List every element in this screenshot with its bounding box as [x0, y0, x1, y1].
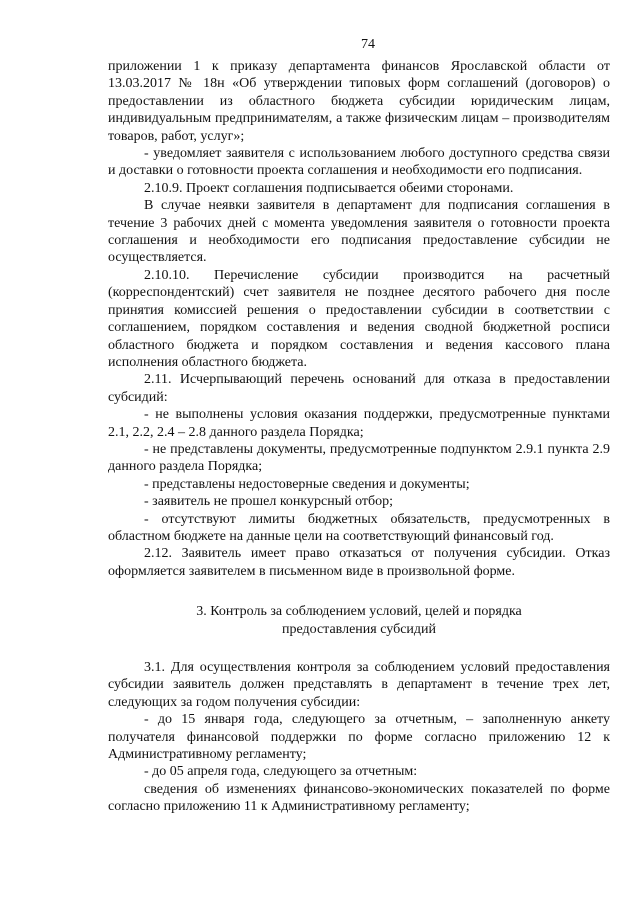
paragraphs-top — [108, 58, 610, 580]
paragraph: сведения об изменениях финансово-экономических показателей по форме согласно приложению 11 к Административному регламенту; — [108, 781, 610, 815]
paragraph: 3.1. Для осуществления контроля за соблюдением условий предоставления субсидии заявитель должен представлять в департамент в течение трех лет, следующих за годом получения субсидии: — [108, 660, 610, 710]
paragraphs-bottom — [108, 659, 610, 816]
paragraph: 2.12. Заявитель имеет право отказаться от получения субсидии. Отказ оформляется заявителем в письменном виде в произвольной форме. — [108, 546, 610, 579]
section-heading-line: предоставления субсидий — [281, 621, 437, 637]
paragraph: 2.11. Исчерпывающий перечень оснований для отказа в предоставлении субсидий: — [108, 372, 610, 405]
paragraph: В случае неявки заявителя в департамент для подписания соглашения в течение 3 рабочих дней с момента уведомления заявителя о готовности проекта соглашения и необходимости его подписания предоставление субсидии не осуществляется. — [108, 198, 610, 266]
paragraph: - представлены недостоверные сведения и документы; — [144, 476, 470, 492]
section-heading-line: 3. Контроль за соблюдением условий, целей и порядка — [196, 604, 522, 620]
paragraph: 2.10.10. Перечисление субсидии производится на расчетный (корреспондентский) счет заявителя не позднее десятого рабочего дня после принятия комиссией решения о предоставлении субсидии в соответствии с соглашением, порядком составления и ведения сводной бюджетной росписи областного бюджета и порядком составления и ведения кассового плана исполнения областного бюджета. — [108, 267, 610, 370]
paragraph: - уведомляет заявителя с использованием любого доступного средства связи и доставки о готовности проекта соглашения и необходимости его подписания. — [108, 146, 610, 179]
page-number: 74 — [361, 37, 375, 52]
paragraph: - отсутствуют лимиты бюджетных обязательств, предусмотренных в областном бюджете на данные цели на соответствующий финансовый год. — [108, 511, 610, 544]
paragraph: 2.10.9. Проект соглашения подписывается обеими сторонами. — [144, 180, 514, 196]
paragraph: - до 05 апреля года, следующего за отчетным: — [144, 764, 418, 780]
paragraph: - не представлены документы, предусмотренные подпунктом 2.9.1 пункта 2.9 данного раздела Порядка; — [108, 441, 610, 475]
paragraph: приложении 1 к приказу департамента финансов Ярославской области от 13.03.2017 № 18н «Об утверждении типовых форм соглашений (договоров) о предоставлении из областного бюджета субсидии юридическим лицам, индивидуальным предпринимателям, а также физическим лицам – производителям товаров, работ, услуг»; — [108, 59, 610, 144]
paragraph: - не выполнены условия оказания поддержки, предусмотренные пунктами 2.1, 2.2, 2.4 – 2.8 данного раздела Порядка; — [108, 407, 610, 440]
paragraph: - до 15 января года, следующего за отчетным, – заполненную анкету получателя финансовой поддержки по форме согласно приложению 12 к Административному регламенту; — [108, 712, 610, 763]
paragraph: - заявитель не прошел конкурсный отбор; — [144, 494, 394, 510]
section-heading — [108, 603, 610, 638]
